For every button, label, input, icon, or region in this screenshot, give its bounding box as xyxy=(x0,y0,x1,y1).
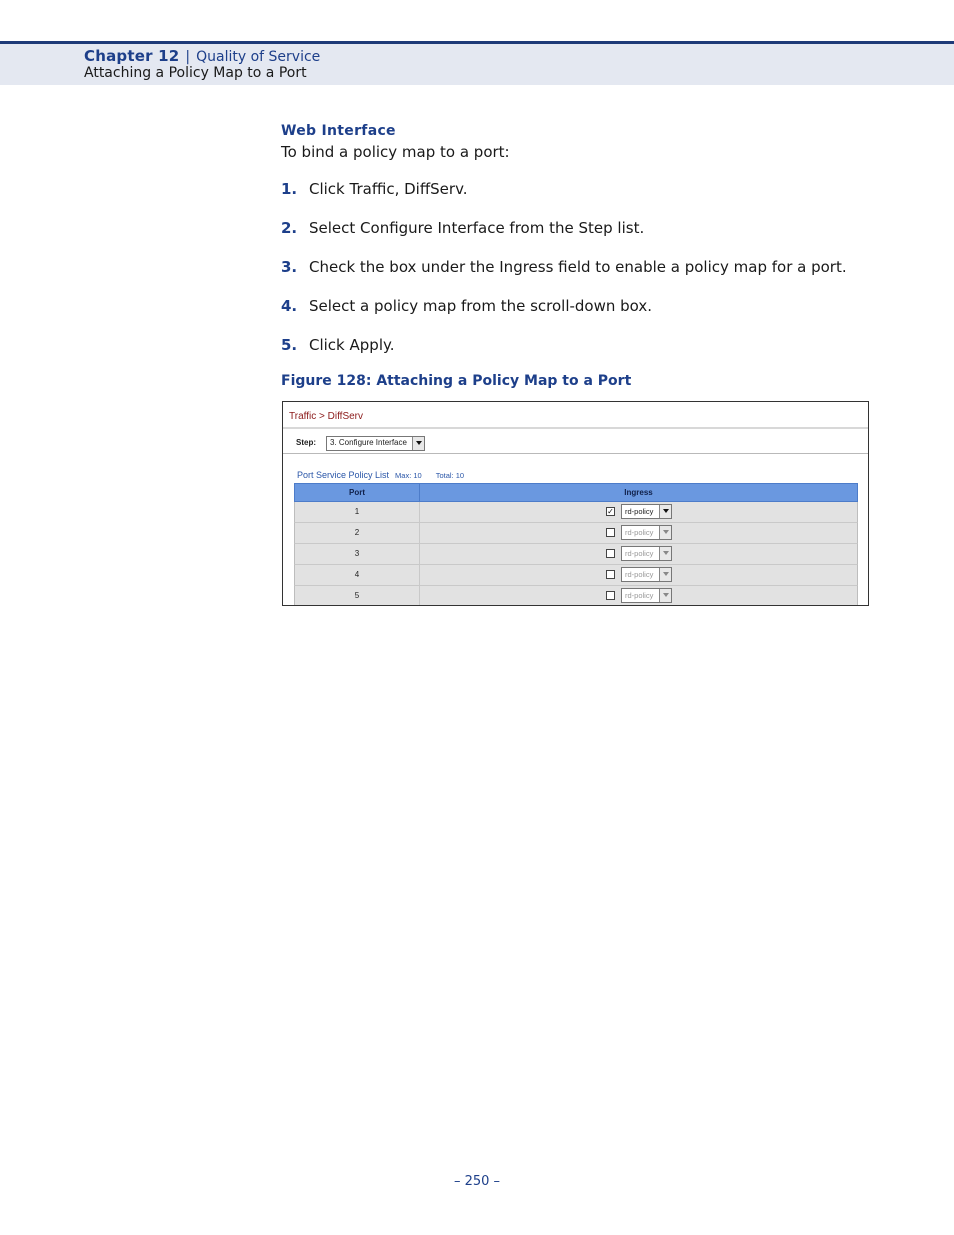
policy-table xyxy=(294,483,858,606)
step-label: Step: xyxy=(296,438,316,447)
port-cell: 3 xyxy=(295,544,420,564)
step-text: Click Apply. xyxy=(309,336,395,354)
chevron-down-icon[interactable] xyxy=(659,589,671,602)
column-header-ingress: Ingress xyxy=(624,488,653,497)
page-header xyxy=(0,44,954,85)
table-row xyxy=(294,586,858,606)
figure-caption: Figure 128: Attaching a Policy Map to a Port xyxy=(281,373,632,389)
policy-select[interactable] xyxy=(621,588,672,603)
policy-select-value: rd-policy xyxy=(625,591,654,600)
ingress-checkbox[interactable] xyxy=(606,570,615,579)
step-text: Select Configure Interface from the Step list. xyxy=(309,219,645,237)
chapter-heading xyxy=(84,47,320,65)
step-number: 1. xyxy=(281,180,298,198)
ingress-checkbox[interactable] xyxy=(606,591,615,600)
list-item xyxy=(281,179,881,218)
step-number: 5. xyxy=(281,336,298,354)
list-item xyxy=(281,296,881,335)
table-row xyxy=(294,544,858,565)
policy-select-value: rd-policy xyxy=(625,549,654,558)
policy-select[interactable] xyxy=(621,546,672,561)
list-item xyxy=(281,335,881,374)
chapter-separator: | xyxy=(185,49,191,65)
step-select-value: 3. Configure Interface xyxy=(330,438,407,447)
column-header-port: Port xyxy=(295,484,420,501)
policy-select[interactable] xyxy=(621,504,672,519)
page-number: – 250 – xyxy=(453,1174,501,1189)
policy-select[interactable] xyxy=(621,525,672,540)
policy-select-value: rd-policy xyxy=(625,507,654,516)
list-item xyxy=(281,257,881,296)
main-content xyxy=(281,122,881,374)
ingress-checkbox[interactable]: ✓ xyxy=(607,507,614,516)
chevron-down-icon[interactable] xyxy=(659,526,671,539)
chapter-label: Chapter 12 xyxy=(84,47,180,65)
divider xyxy=(283,453,868,454)
table-row xyxy=(294,565,858,586)
step-list xyxy=(281,179,881,374)
port-cell: 1 xyxy=(295,502,420,522)
table-row xyxy=(294,523,858,544)
table-header xyxy=(294,483,858,502)
intro-text: To bind a policy map to a port: xyxy=(281,143,510,161)
port-cell: 4 xyxy=(295,565,420,585)
chevron-down-icon[interactable] xyxy=(659,568,671,581)
step-select[interactable] xyxy=(326,436,425,451)
step-text: Click Traffic, DiffServ. xyxy=(309,180,468,198)
step-number: 2. xyxy=(281,219,298,237)
list-title xyxy=(297,470,464,480)
step-number: 3. xyxy=(281,258,298,276)
chevron-down-icon[interactable] xyxy=(659,505,671,518)
section-title: Web Interface xyxy=(281,123,396,139)
chevron-down-icon[interactable] xyxy=(412,437,424,450)
ingress-checkbox[interactable] xyxy=(606,528,615,537)
chapter-title: Quality of Service xyxy=(196,49,321,65)
step-text: Check the box under the Ingress field to enable a policy map for a port. xyxy=(309,258,847,276)
step-number: 4. xyxy=(281,297,298,315)
table-row xyxy=(294,502,858,523)
policy-select[interactable] xyxy=(621,567,672,582)
section-heading: Attaching a Policy Map to a Port xyxy=(84,65,307,81)
policy-select-value: rd-policy xyxy=(625,528,654,537)
policy-select-value: rd-policy xyxy=(625,570,654,579)
chevron-down-icon[interactable] xyxy=(659,547,671,560)
list-title-text: Port Service Policy List xyxy=(297,470,390,480)
ui-screenshot xyxy=(282,401,869,606)
list-item xyxy=(281,218,881,257)
port-cell: 5 xyxy=(295,586,420,606)
ingress-checkbox[interactable] xyxy=(606,549,615,558)
divider xyxy=(283,427,868,429)
total-count: Total: 10 xyxy=(435,471,465,480)
port-cell: 2 xyxy=(295,523,420,543)
max-count: Max: 10 xyxy=(395,471,422,480)
step-text: Select a policy map from the scroll-down box. xyxy=(309,297,653,315)
breadcrumb[interactable]: Traffic > DiffServ xyxy=(289,411,364,422)
